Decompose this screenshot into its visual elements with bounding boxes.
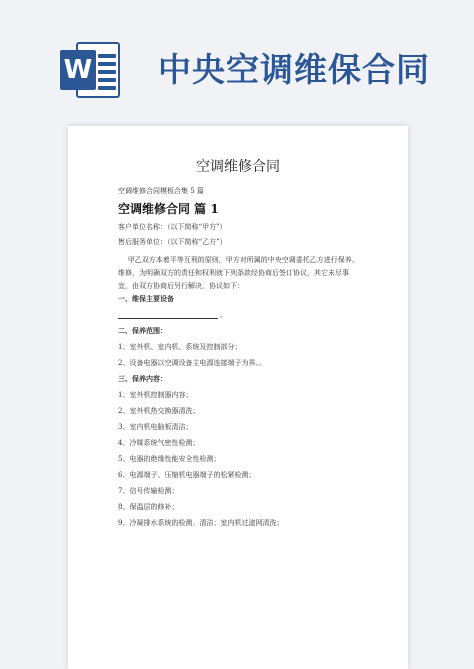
content-item: 7、信号传输检测； — [118, 487, 179, 495]
blank-suffix: 。 — [220, 311, 227, 319]
collection-note: 空调维修合同模板合集 5 篇 — [118, 187, 204, 195]
content-item: 4、冷媒系统气密性检测； — [118, 439, 200, 447]
scope-item: 2、设备电器以空调设备主电源连接端子为界。。 — [118, 359, 266, 367]
content-item: 9、冷凝排水系统的检测、清洁；室内机过滤网清洗； — [118, 519, 284, 527]
content-heading: 三、保养内容： — [118, 374, 167, 383]
content-item: 5、电器的绝缘性能安全性检测； — [118, 455, 221, 463]
equipment-heading: 一、维保主要设备 — [118, 294, 174, 303]
service-label: 售后服务单位：（以下简称“乙方”） — [118, 238, 227, 246]
banner-title: 中央空调维保合同 — [158, 50, 430, 89]
section-heading: 空调维修合同 篇 1 — [118, 202, 219, 216]
word-logo-letter: W — [60, 50, 96, 90]
document-page — [68, 126, 408, 669]
client-label: 客户单位名称：（以下简称“甲方”） — [118, 223, 227, 231]
blank-underline — [118, 310, 218, 319]
scope-heading: 二、保养范围： — [118, 326, 167, 335]
intro-paragraph: 甲乙双方本着平等互利的原则，甲方对所属的中央空调委托乙方进行保养、维修，为明确双方的责任和权利就下列条款经协商后签订协议，其它未尽事宜，由双方协商后另行解决，协议如下： — [118, 256, 359, 290]
content-item: 8、保温层的修补； — [118, 503, 179, 511]
scope-item: 1、室外机、室内机、系统及控制部分； — [118, 343, 242, 351]
banner — [0, 0, 474, 118]
content-item: 2、室外机热交换器清洗； — [118, 407, 200, 415]
word-document-icon — [60, 38, 122, 102]
document-title: 空调维修合同 — [196, 159, 280, 175]
content-item: 6、电源端子、压缩机电器端子的松紧检测； — [118, 471, 256, 479]
content-item: 1、室外机控制器内容； — [118, 391, 193, 399]
content-item: 3、室内机电脑板清洁； — [118, 423, 193, 431]
